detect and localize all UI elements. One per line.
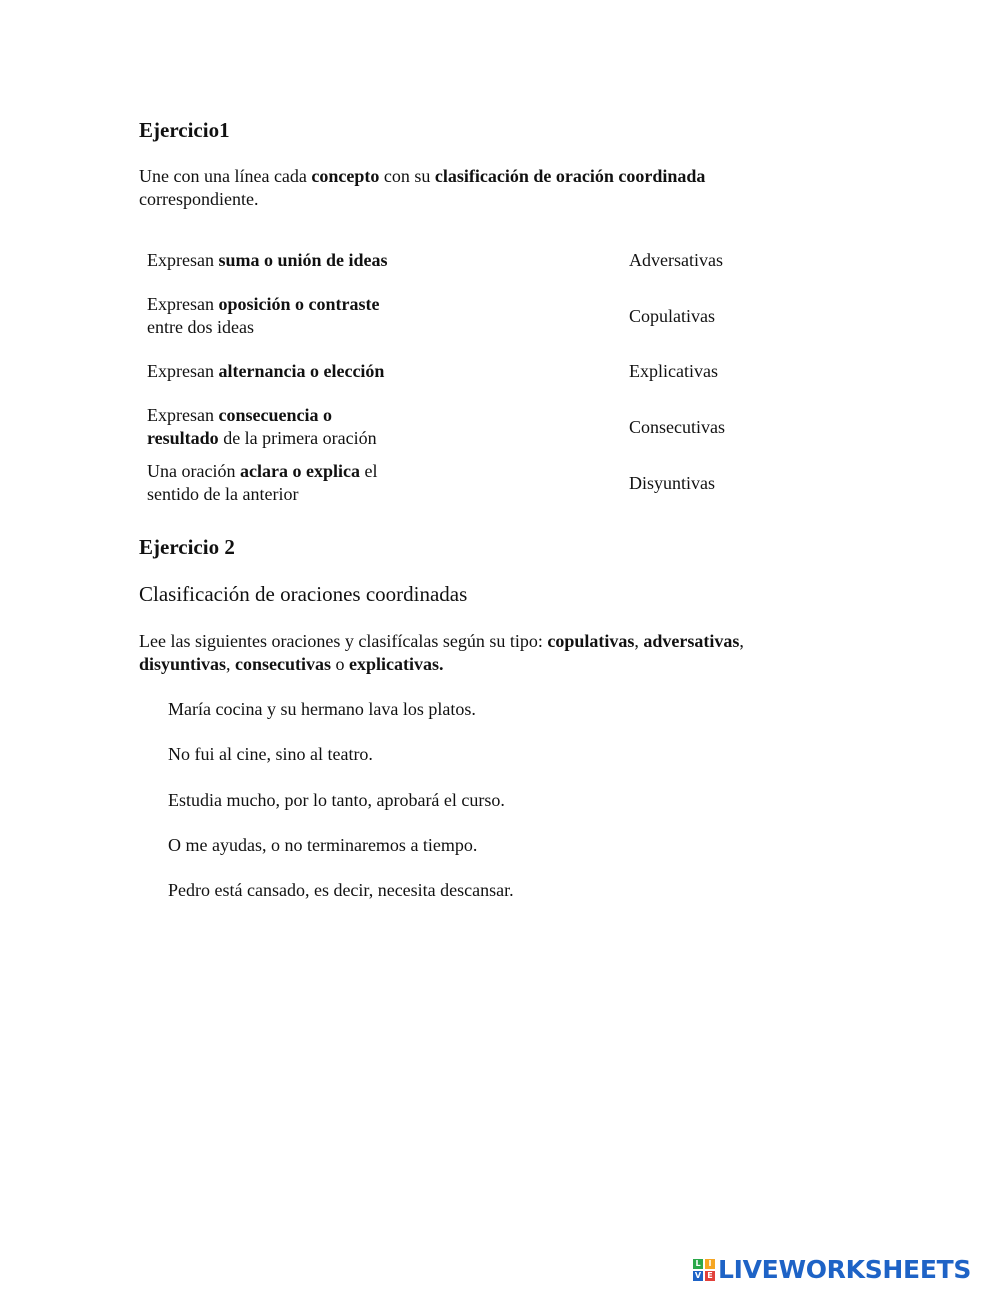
- exercise-2-title: Ejercicio 2: [139, 535, 235, 559]
- logo-blocks-icon: [693, 1259, 715, 1281]
- concept-item[interactable]: Expresan consecuencia o resultado de la primera oración: [147, 405, 377, 448]
- sentence-item: Estudia mucho, por lo tanto, aprobará el curso.: [168, 790, 505, 810]
- sentence-item: María cocina y su hermano lava los platos.: [168, 699, 476, 719]
- logo-block-i: I: [705, 1259, 715, 1269]
- classification-item[interactable]: Explicativas: [629, 361, 718, 381]
- classification-item[interactable]: Consecutivas: [629, 417, 725, 437]
- logo-block-e: E: [705, 1271, 715, 1281]
- classification-item[interactable]: Adversativas: [629, 250, 723, 270]
- concept-item[interactable]: Expresan suma o unión de ideas: [147, 250, 388, 270]
- liveworksheets-logo: [693, 1255, 971, 1284]
- concept-item[interactable]: Expresan oposición o contraste entre dos ideas: [147, 294, 380, 337]
- sentence-item: O me ayudas, o no terminaremos a tiempo.: [168, 835, 478, 855]
- classification-item[interactable]: Copulativas: [629, 306, 715, 326]
- exercise-1-instructions: Une con una línea cada concepto con su clasificación de oración coordinada correspondiente.: [139, 166, 706, 209]
- classification-item[interactable]: Disyuntivas: [629, 473, 716, 493]
- logo-block-v: V: [694, 1270, 702, 1280]
- logo-block-l: L: [693, 1259, 703, 1269]
- exercise-1-title: Ejercicio1: [139, 118, 230, 142]
- logo-text: LIVEWORKSHEETS: [718, 1255, 972, 1284]
- exercise-2-instructions: Lee las siguientes oraciones y clasifícalas según su tipo: copulativas, adversativas, disyuntivas, consecutivas o explicativas.: [139, 631, 744, 674]
- concept-item[interactable]: Expresan alternancia o elección: [147, 361, 385, 381]
- sentence-item: No fui al cine, sino al teatro.: [168, 744, 373, 764]
- exercise-2-subtitle: Clasificación de oraciones coordinadas: [139, 582, 468, 606]
- sentence-item: Pedro está cansado, es decir, necesita descansar.: [168, 880, 514, 900]
- concept-item[interactable]: Una oración aclara o explica el sentido de la anterior: [147, 461, 378, 504]
